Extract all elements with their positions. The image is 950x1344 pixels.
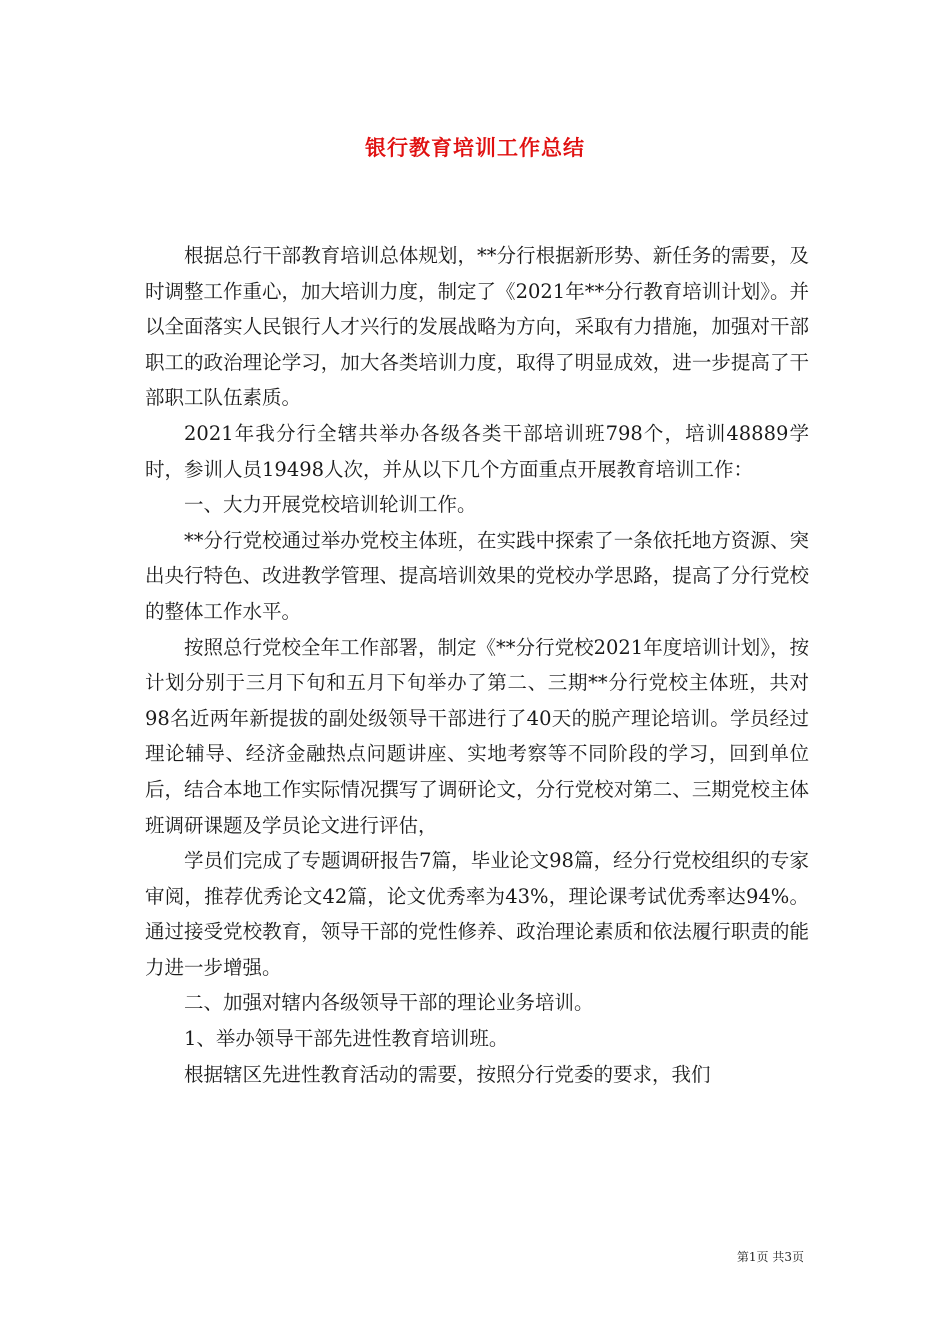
page-number: 第1页 共3页 <box>736 1250 804 1264</box>
paragraph: 学员们完成了专题调研报告7篇，毕业论文98篇，经分行党校组织的专家审阅，推荐优秀论文42篇，论文优秀率为43%，理论课考试优秀率达94%。通过接受党校教育，领导干部的党性修养、政治理论素质和依法履行职责的能力进一步增强。 <box>145 849 809 979</box>
section-heading: 一、大力开展党校培训轮训工作。 <box>184 493 477 517</box>
paragraph: 根据总行干部教育培训总体规划，**分行根据新形势、新任务的需要，及时调整工作重心，加大培训力度，制定了《2021年**分行教育培训计划》。并以全面落实人民银行人才兴行的发展战略为方向，采取有力措施，加强对干部职工的政治理论学习，加大各类培训力度，取得了明显成效，进一步提高了干部职工队伍素质。 <box>145 244 809 410</box>
document-title: 银行教育培训工作总结 <box>365 136 585 160</box>
paragraph: 根据辖区先进性教育活动的需要，按照分行党委的要求，我们 <box>184 1062 711 1086</box>
subsection-heading: 1、举办领导干部先进性教育培训班。 <box>184 1027 509 1051</box>
document-body <box>145 238 809 1092</box>
paragraph: **分行党校通过举办党校主体班，在实践中探索了一条依托地方资源、突出央行特色、改进教学管理、提高培训效果的党校办学思路，提高了分行党校的整体工作水平。 <box>145 528 809 623</box>
paragraph: 2021年我分行全辖共举办各级各类干部培训班798个，培训48889学时，参训人员19498人次，并从以下几个方面重点开展教育培训工作： <box>145 421 809 481</box>
section-heading: 二、加强对辖内各级领导干部的理论业务培训。 <box>184 991 594 1015</box>
paragraph: 按照总行党校全年工作部署，制定《**分行党校2021年度培训计划》，按计划分别于三月下旬和五月下旬举办了第二、三期**分行党校主体班，共对98名近两年新提拔的副处级领导干部进行了40天的脱产理论培训。学员经过理论辅导、经济金融热点问题讲座、实地考察等不同阶段的学习，回到单位后，结合本地工作实际情况撰写了调研论文，分行党校对第二、三期党校主体班调研课题及学员论文进行评估， <box>145 635 809 837</box>
